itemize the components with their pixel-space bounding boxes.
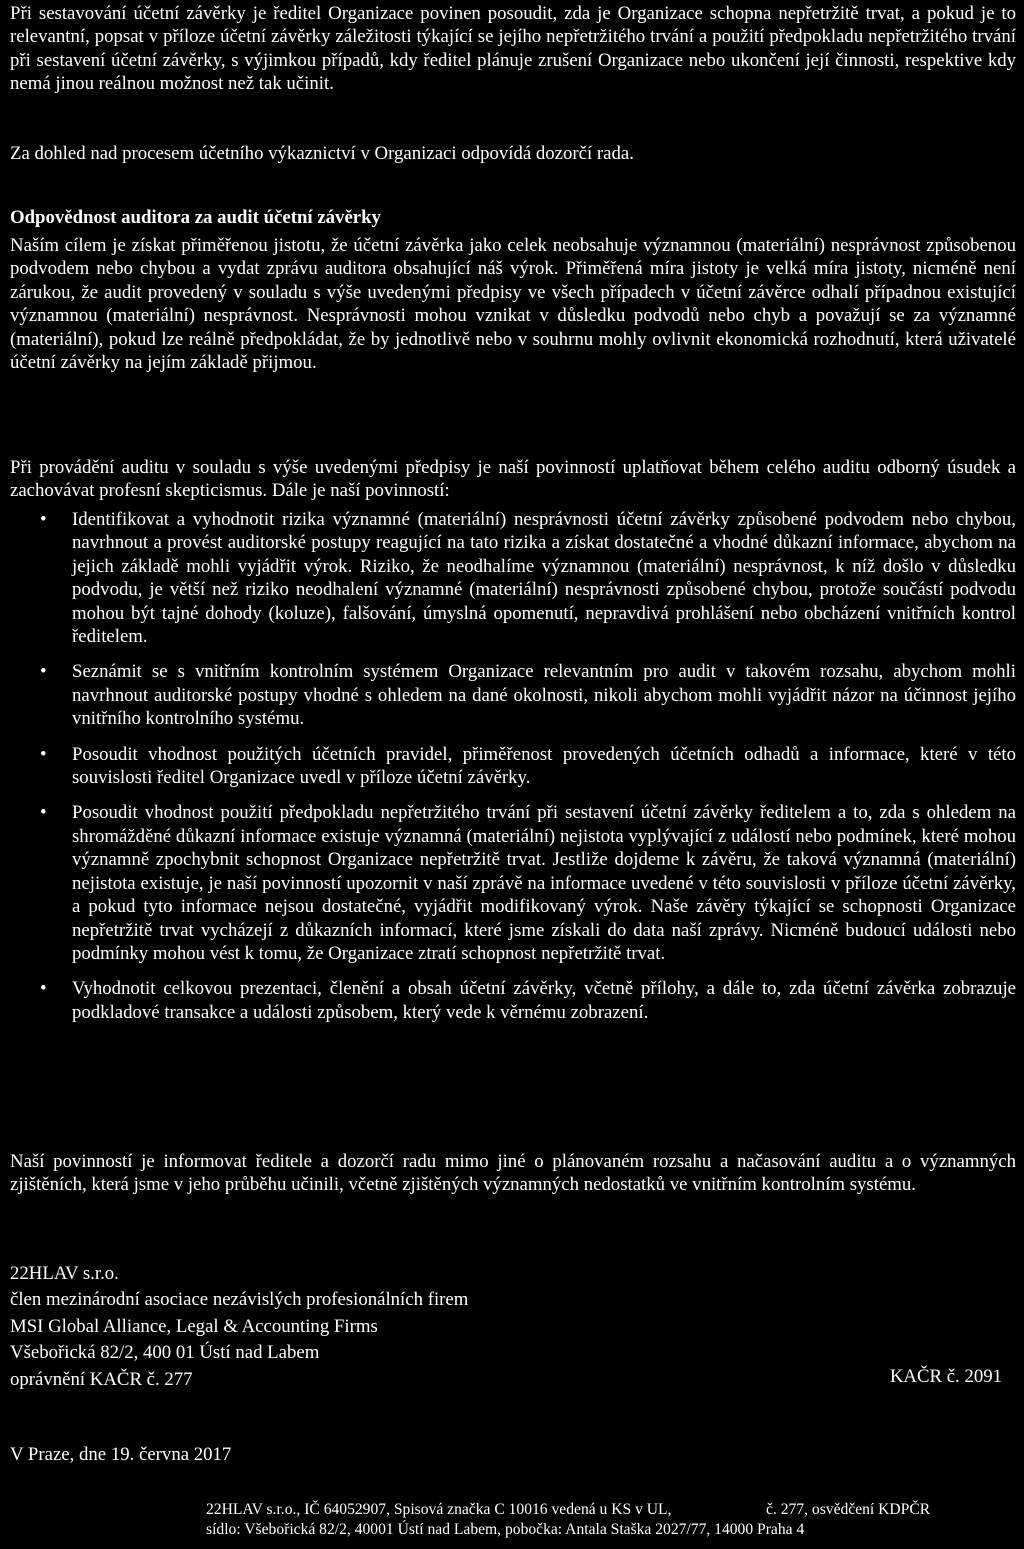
list-item-text: Posoudit vhodnost použití předpokladu nepřetržitého trvání při sestavení účetní závěrky ředitelem a to, zda s ohledem na shromážděné důkazní informace existuje významná (materiální) nejistota vyplývající z událostí nebo podmínek, které mohou významně zpochybnit schopnost Organizace nepřetržitě trvat. Jestliže dojdeme k závěru, že taková významná (materiální) nejistota existuje, je naší povinností upozornit v naší zprávě na informace uvedené v této souvislosti v příloze účetní závěrky, a pokud tyto informace nejsou dostatečné, vyjádřit modifikovaný výrok. Naše závěry týkající se schopnosti Organizace nepřetržitě trvat vycházejí z důkazních informací, které jsme získali do data naší zprávy. Nicméně budoucí události nebo podmínky mohou vést k tomu, že Organizace ztratí schopnost nepřetržitě trvat. bbox=[72, 802, 1016, 964]
auditor-paragraph-communication: Naší povinností je informovat ředitele a dozorčí radu mimo jiné o plánovaném rozsahu a načasování auditu a o významných zjištěních, která jsme v jeho průběhu učinili, včetně zjištěných významných nedostatků ve vnitřním kontrolním systému. bbox=[10, 1151, 1016, 1196]
intro-paragraph-supervisory-board: Za dohled nad procesem účetního výkaznictví v Organizaci odpovídá dozorčí rada. bbox=[10, 143, 634, 164]
list-item-text: Posoudit vhodnost použitých účetních pravidel, přiměřenost provedených účetních odhadů a informace, které v této souvislosti ředitel Organizace uvedl v příloze účetní závěrky. bbox=[72, 743, 1016, 789]
auditor-paragraph-duties-intro: Při provádění auditu v souladu s výše uvedenými předpisy je naší povinností uplatňovat během celého auditu odborný úsudek a zachovávat profesní skepticismus. Dále je naší povinností: bbox=[10, 457, 1016, 502]
footer-line-address: sídlo: Všebořická 82/2, 40001 Ústí nad Labem, pobočka: Antala Staška 2027/77, 14000 Praha 4 bbox=[206, 1521, 805, 1538]
footer-line-registration: 22HLAV s.r.o., IČ 64052907, Spisová značka C 10016 vedená u KS v UL, bbox=[206, 1501, 672, 1518]
document-page bbox=[10, 0, 1016, 1549]
list-item-text: Identifikovat a vyhodnotit rizika významné (materiální) nesprávnosti účetní závěrky způsobené podvodem nebo chybou, navrhnout a provést auditorské postupy reagující na tato rizika a získat dostatečné a vhodné důkazní informace, abychom na jejich základě mohli vyjádřit výrok. Riziko, že neodhalíme významnou (materiální) nesprávnost, k níž došlo v důsledku podvodu, je větší než riziko neodhalení významné (materiální) nesprávnosti způsobené chybou, protože součástí podvodu mohou být tajné dohody (koluze), falšování, úmyslná opomenutí, nepravdivá prohlášení nebo obcházení vnitřních kontrol ředitelem. bbox=[72, 509, 1016, 648]
bullet-dot: • bbox=[40, 978, 47, 1000]
list-item-text: Vyhodnotit celkovou prezentaci, členění a obsah účetní závěrky, včetně přílohy, a dále to, zda účetní závěrka zobrazuje podkladové transakce a události způsobem, který vede k věrnému zobrazení. bbox=[72, 978, 1016, 1023]
intro-paragraph-going-concern: Při sestavování účetní závěrky je ředitel Organizace povinen posoudit, zda je Organizace schopna nepřetržitě trvat, a pokud je to relevantní, popsat v příloze účetní závěrky záležitosti týkající se jejího nepřetržitého trvání a použití předpokladu nepřetržitého trvání při sestavení účetní závěrky, s výjimkou případů, kdy ředitel plánuje zrušení Organizace nebo ukončení její činnosti, respektive kdy nemá jinou reálnou možnost než tak učinit. bbox=[10, 3, 1016, 95]
section-heading-auditor-responsibility: Odpovědnost auditora za audit účetní závěrky bbox=[10, 207, 381, 228]
place-and-date: V Praze, dne 19. června 2017 bbox=[10, 1444, 232, 1465]
bullet-dot: • bbox=[40, 661, 47, 683]
list-item bbox=[10, 660, 1016, 730]
signature-membership: člen mezinárodní asociace nezávislých profesionálních firem bbox=[10, 1289, 469, 1311]
signature-firm-name: 22HLAV s.r.o. bbox=[10, 1263, 119, 1284]
bullet-dot: • bbox=[40, 509, 47, 530]
page-footer bbox=[206, 1500, 1006, 1540]
signature-block bbox=[10, 1262, 710, 1391]
auditor-duties-list bbox=[10, 508, 1016, 1024]
list-item-text: Seznámit se s vnitřním kontrolním systémem Organizace relevantním pro audit v takovém rozsahu, abychom mohli navrhnout auditorské postupy vhodné s ohledem na dané okolnosti, nikoli abychom mohli vyjádřit názor na účinnost jejího vnitřního kontrolního systému. bbox=[72, 661, 1016, 730]
footer-line-certificate: č. 277, osvědčení KDPČR bbox=[766, 1501, 931, 1518]
bullet-dot: • bbox=[40, 802, 47, 824]
list-item bbox=[10, 508, 1016, 648]
list-item bbox=[10, 977, 1016, 1024]
signature-address: Všebořická 82/2, 400 01 Ústí nad Labem bbox=[10, 1342, 320, 1364]
signature-license: oprávnění KAČR č. 277 bbox=[10, 1368, 193, 1390]
signature-alliance: MSI Global Alliance, Legal & Accounting Firms bbox=[10, 1315, 378, 1337]
list-item bbox=[10, 801, 1016, 965]
auditor-paragraph-objective: Naším cílem je získat přiměřenou jistotu, že účetní závěrka jako celek neobsahuje významnou (materiální) nesprávnost způsobenou podvodem nebo chybou a vydat zprávu auditora obsahující náš výrok. Přiměřená míra jistoty je velká míra jistoty, nicméně není zárukou, že audit provedený v souladu s výše uvedenými předpisy ve všech případech v účetní závěrce odhalí případnou existující významnou (materiální) nesprávnost. Nesprávnosti mohou vznikat v důsledku podvodů nebo chyb a považují se za významné (materiální), pokud lze reálně předpokládat, že by jednotlivě nebo v souhrnu mohly ovlivnit ekonomická rozhodnutí, která uživatelé účetní závěrky na jejím základě přijmou. bbox=[10, 235, 1016, 374]
list-item bbox=[10, 743, 1016, 790]
bullet-dot: • bbox=[40, 743, 47, 765]
auditor-license-number: KAČR č. 2091 bbox=[889, 1366, 1002, 1387]
